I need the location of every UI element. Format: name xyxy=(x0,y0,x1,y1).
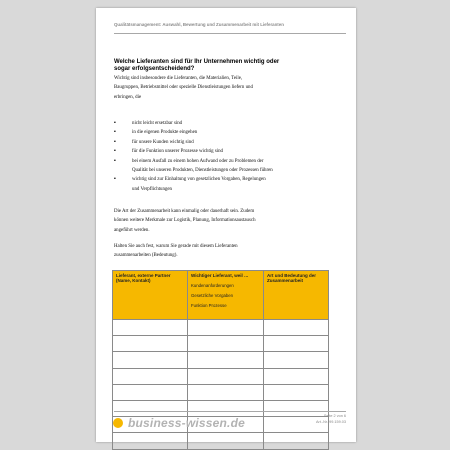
reason-paragraph xyxy=(114,242,334,261)
bullet-icon: ▪ xyxy=(114,148,116,155)
list-item xyxy=(114,128,334,137)
table-cell xyxy=(264,352,329,368)
list-item xyxy=(114,138,334,147)
table-cell xyxy=(188,368,264,384)
column-header-cooperation: Art und Bedeutung der Zusammenarbeit xyxy=(264,271,329,320)
text-line: Baugruppen, Betriebsmittel oder spezielle Dienstleistungen liefern und xyxy=(114,85,253,91)
page-info xyxy=(316,413,346,425)
table-cell xyxy=(113,384,188,400)
table-cell xyxy=(264,320,329,336)
list-item-text: nicht leicht ersetzbar sind xyxy=(132,121,183,126)
criteria-list xyxy=(114,119,334,194)
cooperation-paragraph xyxy=(114,207,334,235)
importance-options xyxy=(191,281,260,311)
table-cell xyxy=(113,352,188,368)
table-cell xyxy=(188,352,264,368)
text-line: Die Art der Zusammenarbeit kann einmalig oder dauerhaft sein. Zudem xyxy=(114,209,255,214)
column-header-importance xyxy=(188,271,264,320)
list-item-text: für unsere Kunden wichtig sind xyxy=(132,139,194,145)
footer-divider xyxy=(114,411,346,412)
logo-dot-icon xyxy=(113,418,123,428)
heading-line: sogar erfolgsentscheidend? xyxy=(114,66,195,73)
text-line: Wichtig sind insbesondere die Lieferanten, die Materialien, Teile, xyxy=(114,76,243,81)
bullet-icon: ▪ xyxy=(114,129,116,136)
list-item xyxy=(114,119,334,128)
table-cell xyxy=(188,433,264,449)
section-heading xyxy=(114,59,334,74)
table-cell xyxy=(264,336,329,352)
table-row xyxy=(113,433,329,449)
text-line: erbringen, die xyxy=(114,94,142,100)
list-item-continuation xyxy=(114,185,334,194)
list-item-continuation xyxy=(114,166,334,175)
table-row xyxy=(113,336,329,352)
table-cell xyxy=(188,400,264,416)
table-cell xyxy=(113,400,188,416)
bullet-icon: ▪ xyxy=(114,176,116,183)
list-item-text: für die Funktion unserer Prozesse wichtig sind xyxy=(132,149,224,155)
importance-option: Kundenanforderungen xyxy=(191,283,234,289)
table-cell xyxy=(188,320,264,336)
bullet-icon: ▪ xyxy=(114,138,116,145)
table-header-row xyxy=(113,271,329,320)
table-cell xyxy=(264,384,329,400)
list-item-text: und Verpflichtungen xyxy=(132,186,172,192)
importance-option: Funktion Prozesse xyxy=(191,303,227,309)
table-cell xyxy=(188,384,264,400)
column-header-importance-title: Wichtiger Lieferant, weil … xyxy=(191,273,249,278)
list-item-text: in die eigenen Produkte eingehen xyxy=(132,130,198,136)
column-header-supplier: Lieferant, externe Partner (Name, Kontakt) xyxy=(113,271,188,320)
list-item xyxy=(114,157,334,166)
intro-paragraph xyxy=(114,74,334,102)
table-cell xyxy=(113,320,188,336)
table-cell xyxy=(188,336,264,352)
page-number: Seite 2 von 6 xyxy=(323,414,346,418)
importance-option: Gesetzliche Vorgaben xyxy=(191,293,234,299)
table-row xyxy=(113,320,329,336)
table-cell xyxy=(113,336,188,352)
text-line: angeführt werden. xyxy=(114,227,150,233)
text-line: können weitere Merkmale zur Logistik, Planung, Informationsaustausch xyxy=(114,218,256,224)
bullet-icon: ▪ xyxy=(114,157,116,164)
text-line: Halten Sie auch fest, warum Sie gerade mit diesem Lieferanten xyxy=(114,244,238,249)
table-row xyxy=(113,400,329,416)
table-row xyxy=(113,384,329,400)
article-number: Art.-Nr. 99.159.03 xyxy=(316,420,346,424)
list-item-text: bei einem Ausfall zu einem hohen Aufwand oder zu Problemen der xyxy=(132,158,264,164)
list-item xyxy=(114,147,334,156)
table-cell xyxy=(113,433,188,449)
list-item-text: Qualität bei unseren Produkten, Dienstleistungen oder Prozessen führen xyxy=(132,168,273,174)
header-divider xyxy=(114,33,346,34)
text-line: zusammenarbeiten (Bedeutung). xyxy=(114,253,178,259)
list-item xyxy=(114,175,334,184)
table-cell xyxy=(113,368,188,384)
table-row xyxy=(113,352,329,368)
running-header: Qualitätsmanagement: Auswahl, Bewertung und Zusammenarbeit mit Lieferanten xyxy=(114,22,284,27)
logo-text: business-wissen.de xyxy=(128,416,245,430)
document-page xyxy=(96,8,356,442)
table-row xyxy=(113,368,329,384)
table-cell xyxy=(264,433,329,449)
list-item-text: wichtig sind zur Einhaltung von gesetzlichen Vorgaben, Regelungen xyxy=(132,177,266,183)
heading-line: Welche Lieferanten sind für Ihr Unternehmen wichtig oder xyxy=(114,59,280,65)
bullet-icon: ▪ xyxy=(114,120,116,126)
table-cell xyxy=(264,368,329,384)
